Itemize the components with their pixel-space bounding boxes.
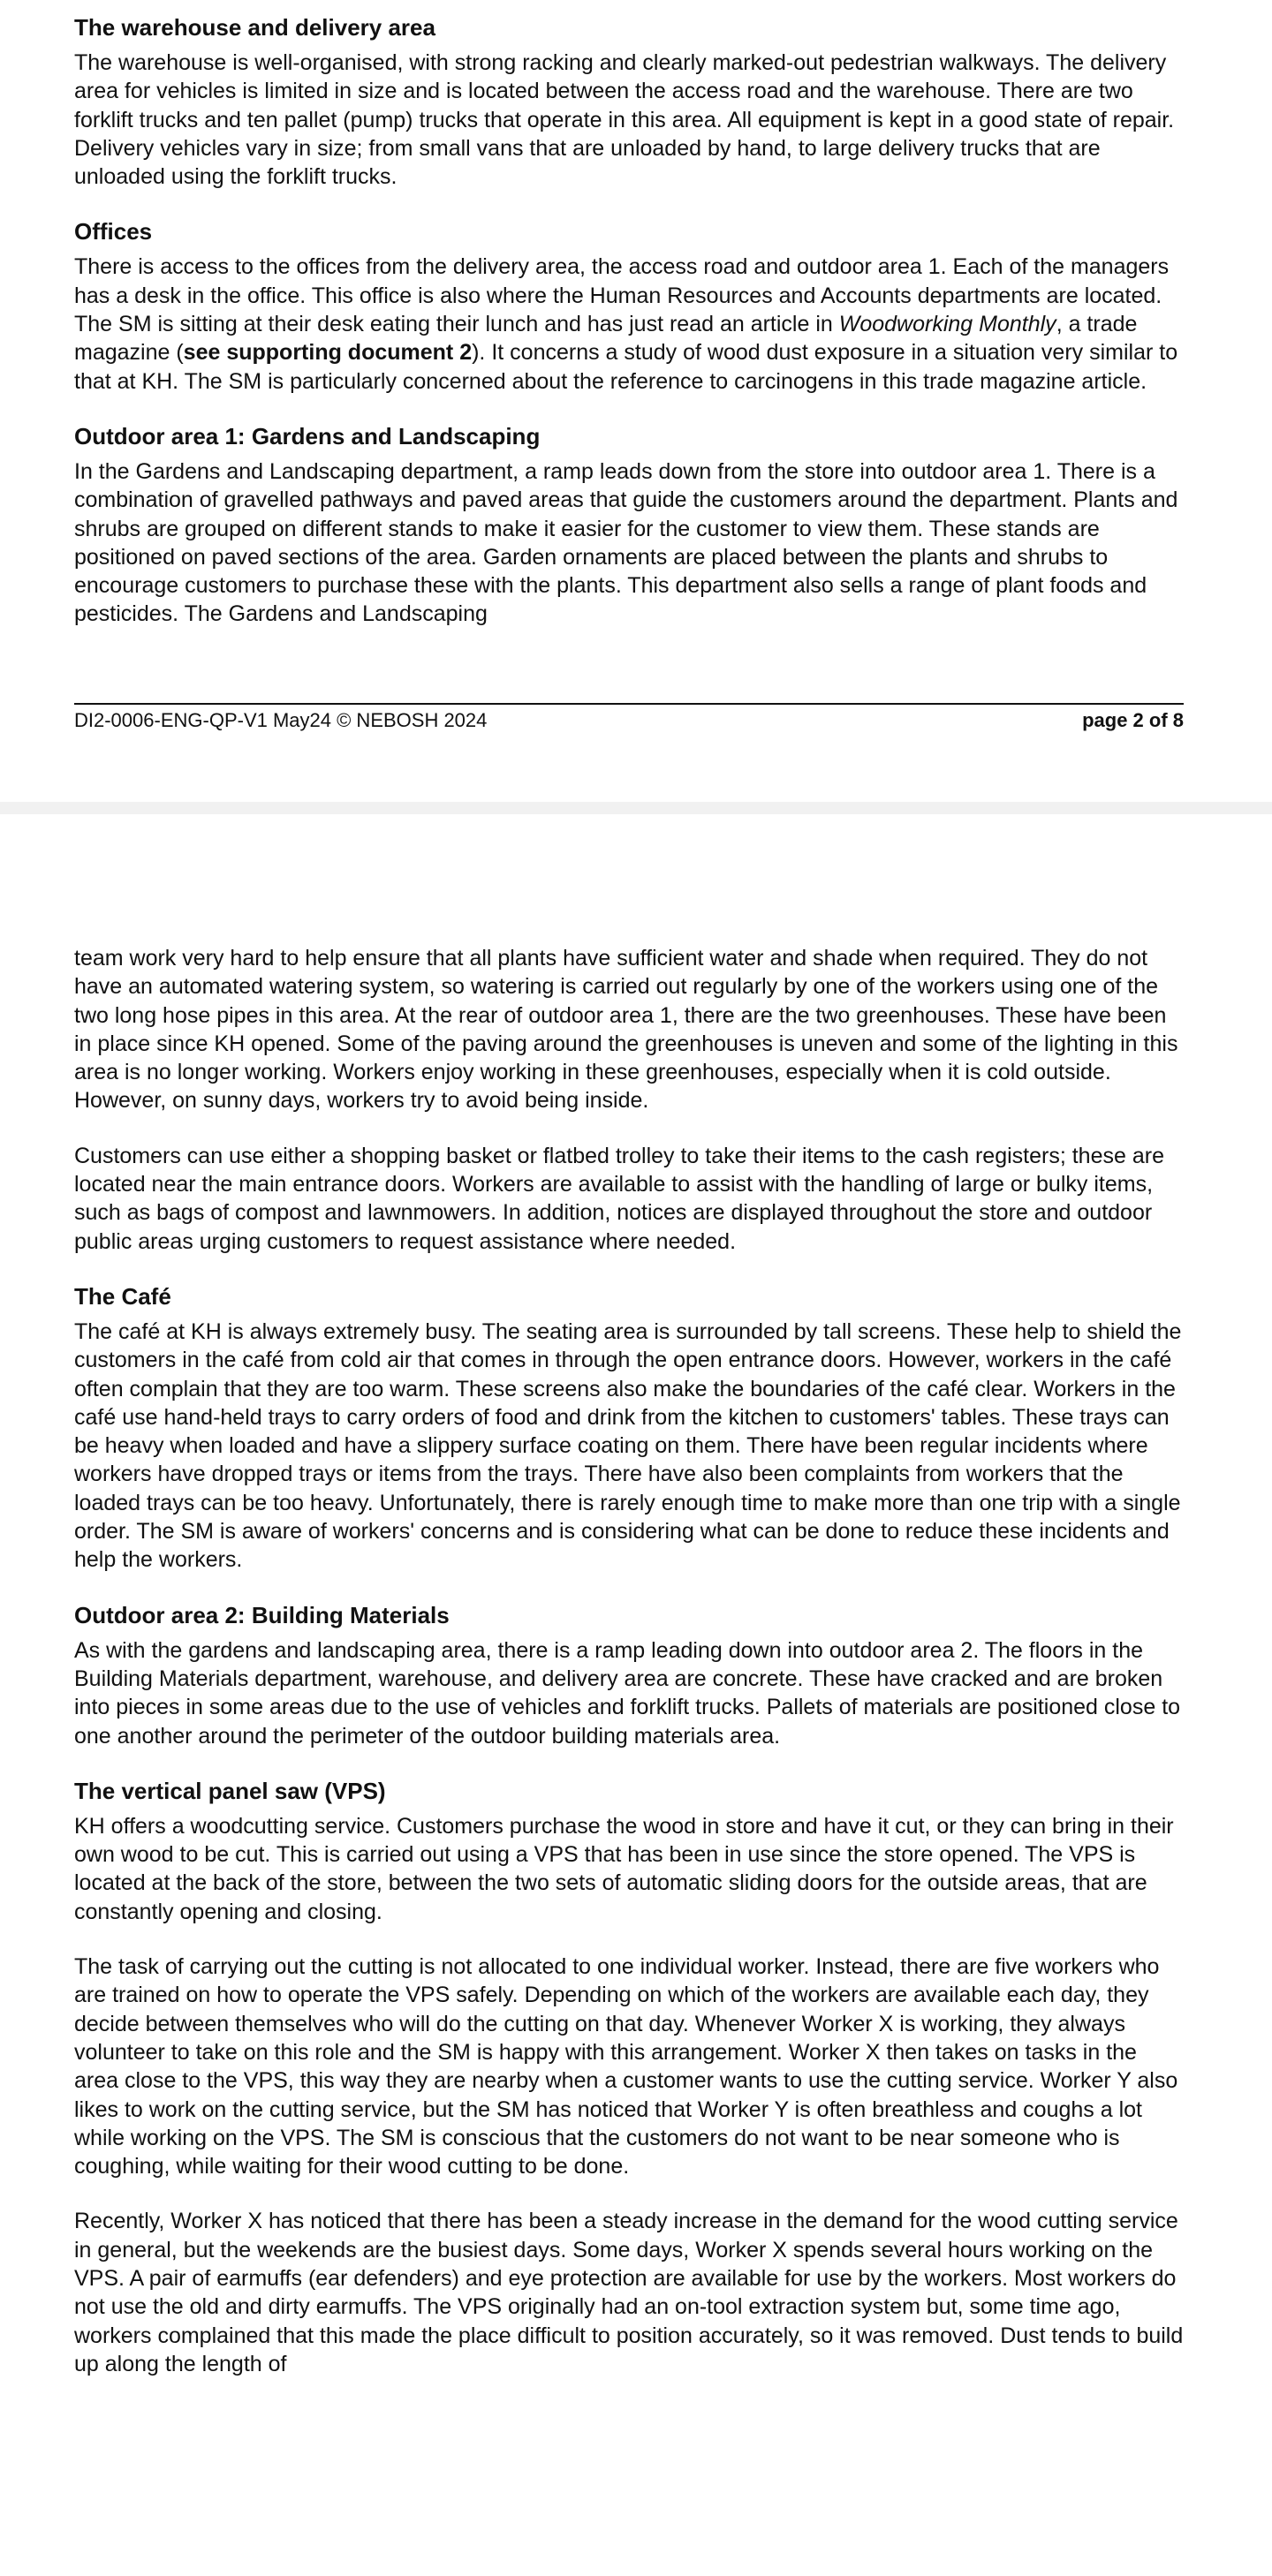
- document-page-1: [0, 0, 1272, 802]
- footer-page-number: page 2 of 8: [1082, 709, 1184, 731]
- paragraph-customers-trolleys: Customers can use either a shopping basket or flatbed trolley to take their items to the cash registers; these are located near the main entrance doors. Workers are available to assist with the handling of large or bulky items, such as bags of compost and lawnmowers. In addition, notices are displayed throughout the store and outdoor public areas urging customers to request assistance where needed.: [74, 1143, 1164, 1254]
- paragraph-outdoor-area-1: In the Gardens and Landscaping department, a ramp leads down from the store into outdoor area 1. There is a combination of gravelled pathways and paved areas that guide the customers around the department. Plants and shrubs are grouped on different stands to make it easier for the customer to view them. These stands are positioned on paved sections of the area. Garden ornaments are placed between the plants and shrubs to encourage customers to purchase these with the plants. This department also sells a range of plant foods and pesticides. The Gardens and Landscaping: [74, 458, 1178, 627]
- paragraph-outdoor-area-2: As with the gardens and landscaping area, there is a ramp leading down into outdoor area 2. The floors in the Building Materials department, warehouse, and delivery area are concrete. These have cracked and are broken into pieces in some areas due to the use of vehicles and forklift trucks. Pallets of materials are positioned close to one another around the perimeter of the outdoor building materials area.: [74, 1637, 1181, 1749]
- paragraph-vps-demand: Recently, Worker X has noticed that there has been a steady increase in the demand for the wood cutting service in general, but the weekends are the busiest days. Some days, Worker X spends several hours working on the VPS. A pair of earmuffs (ear defenders) and eye protection are available for use by the workers. Most workers do not use the old and dirty earmuffs. The VPS originally had an on-tool extraction system but, some time ago, workers complained that this made the place difficult to position accurately, so it was removed. Dust tends to build up along the length of: [74, 2209, 1184, 2376]
- section-heading-vps: The vertical panel saw (VPS): [74, 1777, 386, 1804]
- offices-text-part2: , a trade magazine (: [74, 312, 1138, 366]
- section-heading-outdoor-area-2: Outdoor area 2: Building Materials: [74, 1601, 450, 1628]
- offices-text-part1: There is access to the offices from the delivery area, the access road and outdoor area 1. Each of the managers has a desk in the office. This office is also where the Human Resources and Accounts departments are located. The SM is sitting at their desk eating their lunch and has just read an article in: [74, 254, 1170, 337]
- section-heading-offices: Offices: [74, 218, 153, 246]
- offices-text-part3: ). It concerns a study of wood dust exposure in a situation very similar to that at KH. The SM is particularly concerned about the reference to carcinogens in this trade magazine article.: [74, 340, 1178, 394]
- section-heading-cafe: The Café: [74, 1282, 171, 1310]
- paragraph-vps-service: KH offers a woodcutting service. Customers purchase the wood in store and have it cut, or they can bring in their own wood to be cut. This is carried out using a VPS that has been in use since the store opened. The VPS is located at the back of the store, between the two sets of automatic sliding doors for the outside areas, that are constantly opening and closing.: [74, 1813, 1174, 1924]
- paragraph-warehouse: The warehouse is well-organised, with strong racking and clearly marked-out pedestrian walkways. The delivery area for vehicles is limited in size and is located between the access road and the warehouse. There are two forklift trucks and ten pallet (pump) trucks that operate in this area. All equipment is kept in a good state of repair. Delivery vehicles vary in size; from small vans that are unloaded by hand, to large delivery trucks that are unloaded using the forklift trucks.: [74, 50, 1175, 190]
- paragraph-vps-workers: The task of carrying out the cutting is not allocated to one individual worker. Instead, there are five workers who are trained on how to operate the VPS safely. Depending on which of the workers are available each day, they decide between themselves who will do the cutting on that day. Whenever Worker X is working, they always volunteer to take on this role and the SM is happy with this arrangement. Worker X then takes on tasks in the area close to the VPS, this way they are nearby when a customer wants to use the cutting service. Worker Y also likes to work on the cutting service, but the SM has noticed that Worker Y is often breathless and coughs a lot while working on the VPS. The SM is conscious that the customers do not want to be near someone who is coughing, while waiting for their wood cutting to be done.: [74, 1954, 1178, 2179]
- paragraph-offices: [74, 253, 1184, 395]
- magazine-title: Woodworking Monthly: [838, 312, 1056, 337]
- paragraph-outdoor-area-1-continued: team work very hard to help ensure that all plants have sufficient water and shade when required. They do not have an automated watering system, so watering is carried out regularly by one of the workers using one of the two long hose pipes in this area. At the rear of outdoor area 1, there are the two greenhouses. These have been in place since KH opened. Some of the paving around the greenhouses is uneven and some of the lighting in this area is no longer working. Workers enjoy working in these greenhouses, especially when it is cold outside. However, on sunny days, workers try to avoid being inside.: [74, 946, 1178, 1114]
- paragraph-cafe: The café at KH is always extremely busy. The seating area is surrounded by tall screens. These help to shield the customers in the café from cold air that comes in through the open entrance doors. However, workers in the café often complain that they are too warm. These screens also make the boundaries of the café clear. Workers in the café use hand-held trays to carry orders of food and drink from the kitchen to customers' tables. These trays can be heavy when loaded and have a slippery surface coating on them. There have been regular incidents where workers have dropped trays or items from the trays. There have also been complaints from workers that the loaded trays can be too heavy. Unfortunately, there is rarely enough time to make more than one trip with a single order. The SM is aware of workers' concerns and is considering what can be done to reduce these incidents and help the workers.: [74, 1318, 1182, 1573]
- supporting-document-reference: see supporting document 2: [183, 340, 473, 366]
- section-heading-outdoor-area-1: Outdoor area 1: Gardens and Landscaping: [74, 422, 541, 449]
- footer-reference: DI2-0006-ENG-QP-V1 May24 © NEBOSH 2024: [74, 709, 488, 731]
- section-heading-warehouse: The warehouse and delivery area: [74, 14, 435, 41]
- page-footer: [74, 703, 1184, 733]
- document-page-2: [0, 814, 1272, 2576]
